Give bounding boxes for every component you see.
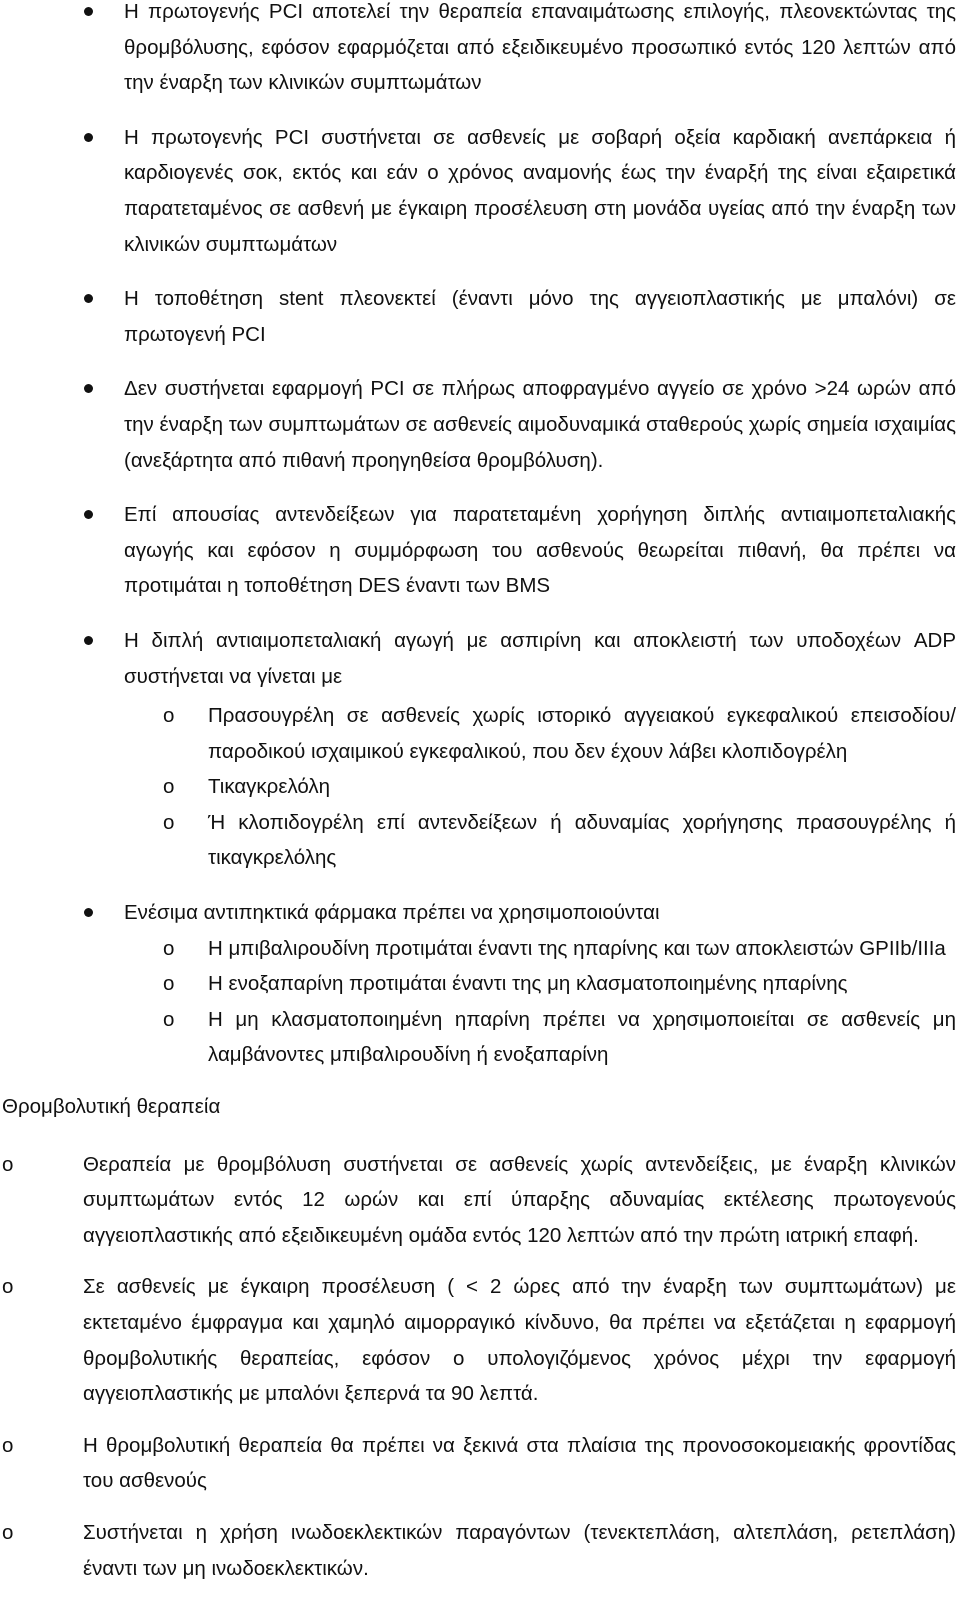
circle-bullet-icon: o [163,1007,175,1031]
list-item [0,1147,960,1254]
sub-bullet-text: Η μη κλασματοποιημένη ηπαρίνη πρέπει να χρησιμοποιείται σε ασθενείς μη λαμβάνοντες μπιβαλιρουδίνη ή ενοξαπαρίνη [208,1007,956,1067]
bullet-icon [84,384,93,393]
sub-bullet-item [0,1002,960,1073]
section-heading: Θρομβολυτική θεραπεία [2,1095,221,1119]
bullet-text: Η πρωτογενής PCI αποτελεί την θεραπεία επαναιμάτωσης επιλογής, πλεονεκτώντας της θρομβόλυσης, εφόσον εφαρμόζεται από εξειδικευμένο προσωπικό εντός 120 λεπτών από την έναρξη των κλινικών συμπτωμάτων [124,0,956,95]
bullet-item [0,281,960,352]
bullet-icon [84,133,93,142]
bullet-item [0,497,960,604]
sub-bullet-item [0,698,960,769]
list-item [0,1428,960,1499]
bullet-icon [84,636,93,645]
bullet-text: Δεν συστήνεται εφαρμογή PCI σε πλήρως αποφραγμένο αγγείο σε χρόνο >24 ωρών από την έναρξη των συμπτωμάτων σε ασθενείς αιμοδυναμικά σταθερούς χωρίς σημεία ισχαιμίας (ανεξάρτητα από πιθανή προηγηθείσα θρομβόλυση). [124,377,956,472]
circle-bullet-icon: o [163,936,175,960]
sub-bullet-item [0,805,960,876]
list-item [0,1515,960,1586]
sub-bullet-text: Τικαγκρελόλη [208,775,331,799]
circle-bullet-icon: o [2,1275,14,1299]
sub-bullet-item [0,931,960,967]
bullet-text: Ενέσιμα αντιπηκτικά φάρμακα πρέπει να χρησιμοποιούνται [124,901,660,925]
bullet-icon [84,908,93,917]
bullet-item [0,623,960,694]
bullet-icon [84,7,93,16]
bullet-item [0,371,960,478]
bullet-text: Επί απουσίας αντενδείξεων για παρατεταμένη χορήγηση διπλής αντιαιμοπεταλιακής αγωγής και εφόσον η συμμόρφωση του ασθενούς θεωρείται πιθανή, θα πρέπει να προτιμάται η τοποθέτηση DES έναντι των BMS [124,503,956,598]
sub-bullet-text: Η μπιβαλιρουδίνη προτιμάται έναντι της ηπαρίνης και των αποκλειστών GPIIb/IIIa [208,936,946,960]
circle-bullet-icon: o [163,704,175,728]
bullet-icon [84,510,93,519]
circle-bullet-icon: o [2,1520,14,1544]
sub-bullet-item [0,769,960,805]
list-item [0,1269,960,1411]
bullet-item [0,895,960,931]
sub-bullet-item [0,966,960,1002]
circle-bullet-icon: o [163,972,175,996]
bullet-text: Η τοποθέτηση stent πλεονεκτεί (έναντι μόνο της αγγειοπλαστικής με μπαλόνι) σε πρωτογενή PCI [124,287,956,346]
list-item-text: Σε ασθενείς με έγκαιρη προσέλευση ( < 2 ώρες από την έναρξη των συμπτωμάτων) με εκτεταμένο έμφραγμα και χαμηλό αιμορραγικό κίνδυνο, θα πρέπει να εξετάζεται η εφαρμογή θρομβολυτικής θεραπείας, εφόσον ο υπολογιζόμενος χρόνος μέχρι την εφαρμογή αγγειοπλαστικής με μπαλόνι ξεπερνά τα 90 λεπτά. [83,1275,956,1406]
bullet-icon [84,294,93,303]
circle-bullet-icon: o [2,1152,14,1176]
circle-bullet-icon: o [163,775,175,799]
list-item-text: Θεραπεία με θρομβόλυση συστήνεται σε ασθενείς χωρίς αντενδείξεις, με έναρξη κλινικών συμπτωμάτων εντός 12 ωρών και επί ύπαρξης αδυναμίας εκτέλεσης πρωτογενούς αγγειοπλαστικής από εξειδικευμένη ομάδα εντός 120 λεπτών από την πρώτη ιατρική επαφή. [83,1152,956,1247]
list-item-text: Η θρομβολυτική θεραπεία θα πρέπει να ξεκινά στα πλαίσια της προνοσοκομειακής φροντίδας του ασθενούς [83,1433,956,1493]
bullet-item [0,0,960,101]
sub-bullet-text: Η ενοξαπαρίνη προτιμάται έναντι της μη κλασματοποιημένης ηπαρίνης [208,972,848,996]
list-item-text: Συστήνεται η χρήση ινωδοεκλεκτικών παραγόντων (τενεκτεπλάση, αλτεπλάση, ρετεπλάση) έναντι των μη ινωδοεκλεκτικών. [83,1520,956,1580]
sub-bullet-text: Ή κλοπιδογρέλη επί αντενδείξεων ή αδυναμίας χορήγησης πρασουγρέλης ή τικαγκρελόλης [208,810,956,870]
circle-bullet-icon: o [163,810,175,834]
bullet-text: Η πρωτογενής PCI συστήνεται σε ασθενείς με σοβαρή οξεία καρδιακή ανεπάρκεια ή καρδιογενές σοκ, εκτός και εάν ο χρόνος αναμονής έως την έναρξή της είναι εξαιρετικά παρατεταμένος σε ασθενή με έγκαιρη προσέλευση στη μονάδα υγείας από την έναρξη των κλινικών συμπτωμάτων [124,125,956,256]
bullet-text: Η διπλή αντιαιμοπεταλιακή αγωγή με ασπιρίνη και αποκλειστή των υποδοχέων ADP συστήνεται να γίνεται με [124,628,956,688]
thrombolysis-list [0,1147,960,1587]
bullet-item [0,120,960,262]
sub-bullet-text: Πρασουγρέλη σε ασθενείς χωρίς ιστορικό αγγειακού εγκεφαλικού επεισοδίου/παροδικού ισχαιμικού εγκεφαλικού, που δεν έχουν λάβει κλοπιδογρέλη [208,704,956,763]
circle-bullet-icon: o [2,1433,14,1457]
